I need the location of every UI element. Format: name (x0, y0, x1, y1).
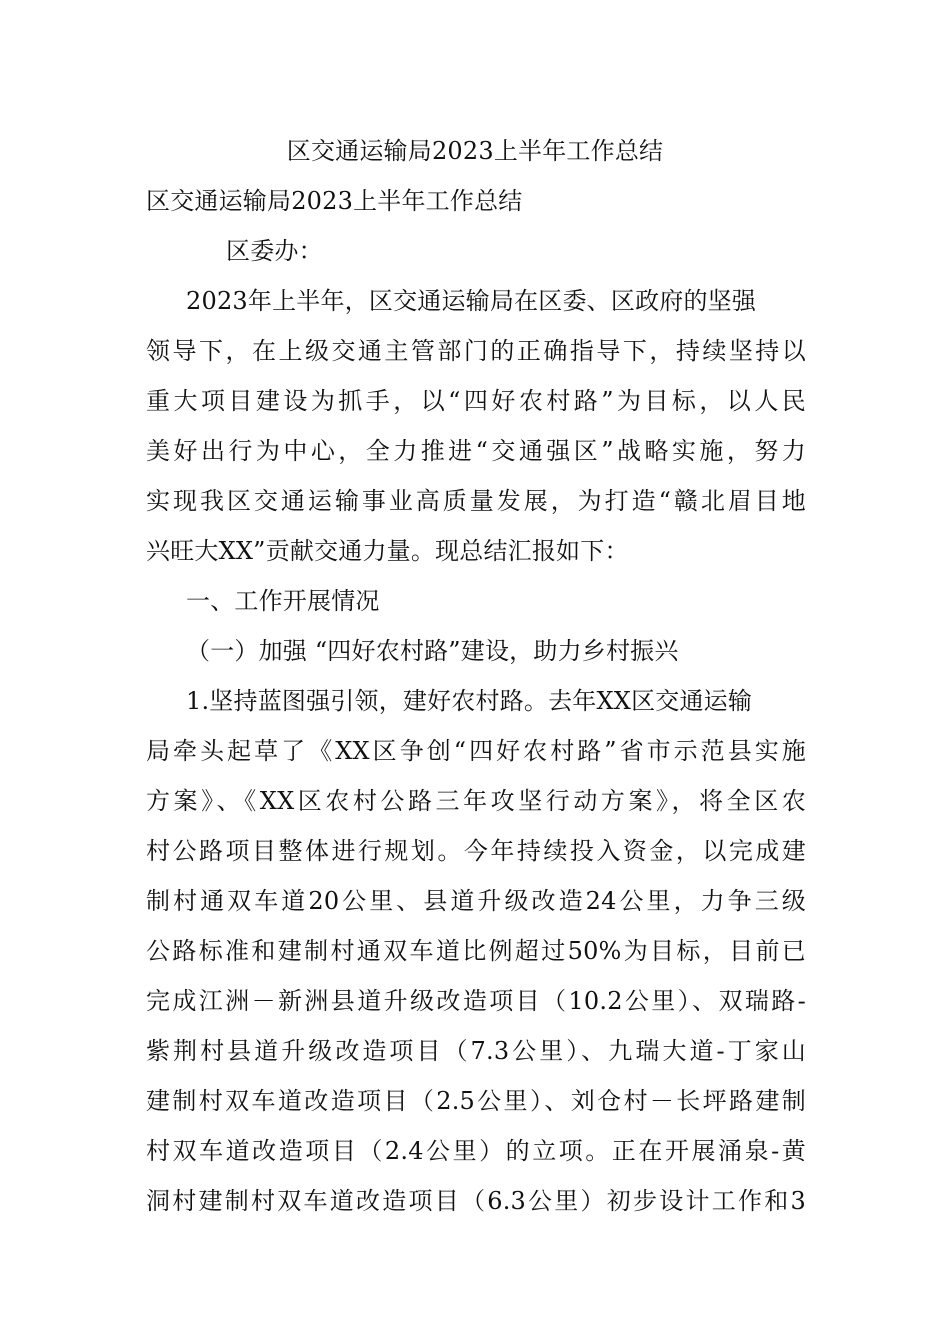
document-title-centered: 区交通运输局2023上半年工作总结 (286, 137, 664, 165)
intro-line: 2023年上半年，区交通运输局在区委、区政府的坚强 (186, 287, 757, 315)
item1-line: 局牵头起草了《XX区争创“四好农村路”省市示范县实施 (146, 737, 806, 765)
intro-line: 领导下，在上级交通主管部门的正确指导下，持续坚持以 (146, 337, 806, 365)
item1-line: 1.坚持蓝图强引领，建好农村路。去年XX区交通运输 (186, 687, 753, 715)
document-title-left: 区交通运输局2023上半年工作总结 (146, 187, 523, 215)
item1-line: 村公路项目整体进行规划。今年持续投入资金，以完成建 (146, 837, 806, 865)
item1-line: 紫荆村县道升级改造项目（7.3公里）、九瑞大道-丁家山 (146, 1037, 806, 1065)
item1-line: 方案》、《XX区农村公路三年攻坚行动方案》，将全区农 (146, 787, 806, 815)
intro-line: 实现我区交通运输事业高质量发展，为打造“赣北眉目地 (146, 487, 806, 515)
item1-line: 完成江洲－新洲县道升级改造项目（10.2公里）、双瑞路- (146, 987, 806, 1015)
item1-line: 洞村建制村双车道改造项目（6.3公里）初步设计工作和3 (146, 1187, 806, 1215)
item1-line: 公路标准和建制村通双车道比例超过50%为目标，目前已 (146, 937, 806, 965)
item1-line: 建制村双车道改造项目（2.5公里）、刘仓村－长坪路建制 (146, 1087, 806, 1115)
intro-line: 美好出行为中心，全力推进“交通强区”战略实施，努力 (146, 437, 806, 465)
salutation: 区委办： (226, 237, 323, 265)
intro-line: 兴旺大XX”贡献交通力量。现总结汇报如下： (146, 537, 629, 565)
item1-line: 村双车道改造项目（2.4公里）的立项。正在开展涌泉-黄 (146, 1137, 806, 1165)
subsection-heading: （一）加强 “四好农村路”建设，助力乡村振兴 (186, 637, 679, 665)
section-heading: 一、工作开展情况 (186, 587, 380, 615)
intro-line: 重大项目建设为抓手，以“四好农村路”为目标，以人民 (146, 387, 806, 415)
item1-line: 制村通双车道20公里、县道升级改造24公里，力争三级 (146, 887, 806, 915)
